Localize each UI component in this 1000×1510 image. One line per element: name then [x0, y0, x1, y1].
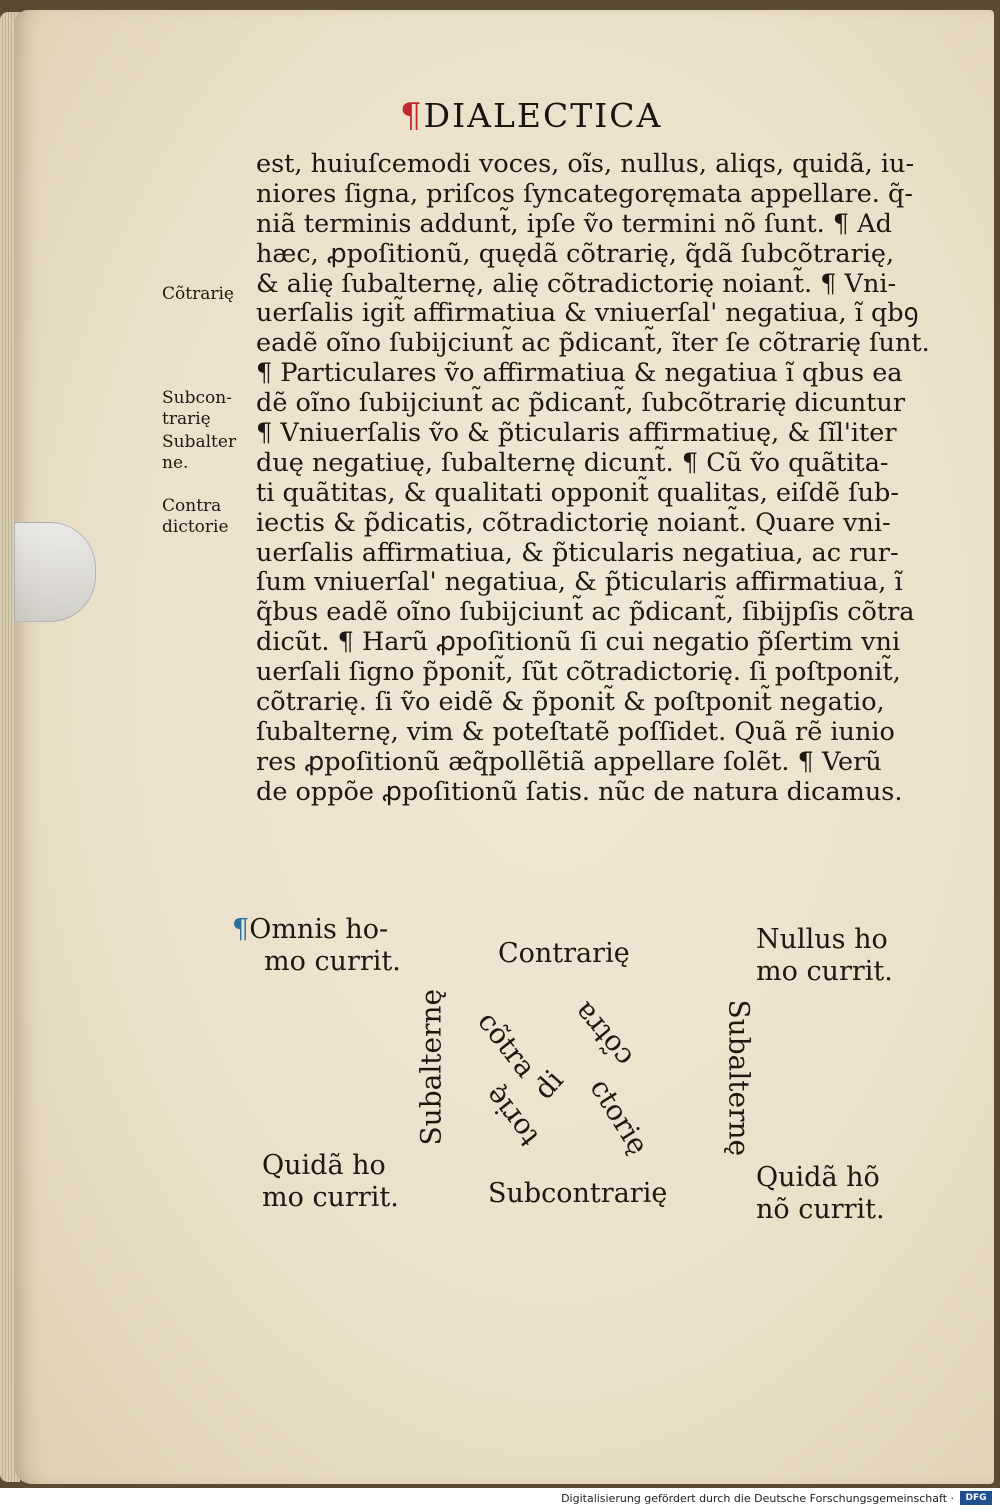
text-line: est, huiuſcemodi voces, oĩs, nullus, aliqs, quidã, iu-	[256, 149, 915, 179]
diagram-left-side	[414, 988, 448, 1146]
text-line: res ꝓpoſitionũ æq̃pollẽtiã appellare ſolẽt. ¶ Verũ	[256, 746, 882, 777]
diagram-top-center-text: Contrarię	[498, 938, 630, 969]
margin-note-subalterne-line-1: Subalter	[162, 432, 237, 452]
dfg-logo-icon: DFG	[960, 1491, 992, 1505]
text-line: de oppõe ꝓpoſitionũ ſatis. nũc de natura dicamus.	[256, 776, 903, 807]
diagram-top-left-line-2: mo currit.	[264, 946, 401, 977]
text-line: uerſalis igit̃ affirmatiua & vniuerſal' negatiua, ĩ qbꝯ	[256, 298, 919, 329]
header-title: DIALECTICA	[423, 96, 663, 135]
margin-note-subcontrarie-line-2: trarię	[162, 409, 211, 429]
margin-note-contradictorie-line-2: dictorie	[162, 517, 229, 537]
margin-note-subalterne-line-2: ne.	[162, 453, 189, 473]
margin-note-contrarie	[162, 284, 234, 305]
diagram-left-side-text: Subalternę	[414, 988, 448, 1146]
text-line: ſum vniuerſal' negatiua, & p̃ticularis affirmatiua, ĩ	[256, 567, 903, 598]
text-line: & alię ſubalternę, alię cõtradictorię noiant̃. ¶ Vni-	[256, 268, 897, 299]
diagram-diag-1c-text: ctorię	[583, 1072, 656, 1161]
text-line: ¶ Particulares ṽo affirmatiua & negatiua ĩ qbus ea	[256, 358, 903, 389]
diagram-top-right-line-2: mo currit.	[756, 956, 893, 987]
diagram-diag-2a-text: cõtra	[566, 995, 640, 1074]
diagram-diag-1a-text: cõtra	[471, 1005, 543, 1084]
margin-note-contradictorie-line-1: Contra	[162, 496, 222, 516]
diagram-top-right	[756, 924, 893, 988]
diagram-top-center	[498, 938, 630, 970]
margin-note-contradictorie	[162, 496, 229, 538]
diagram-right-side-text: Subalternę	[722, 999, 756, 1157]
diagram-bottom-center	[488, 1178, 667, 1210]
diagram-bottom-left-line-2: mo currit.	[262, 1182, 399, 1213]
text-line: ¶ Vniuerſalis ṽo & p̃ticularis affirmatiuę, & ſĩl'iter	[256, 418, 897, 449]
text-line: q̃bus eadẽ oĩno ſubijciunt̃ ac p̃dicant̃, ſibijpſis cõtra	[256, 597, 915, 628]
diagram-bottom-left-line-1: Quidã ho	[262, 1150, 386, 1181]
diagram-top-left	[232, 914, 401, 978]
diagram-bottom-right-line-1: Quidã hõ	[756, 1162, 880, 1193]
text-line: niã terminis addunt̃, ipſe ṽo termini nõ ſunt. ¶ Ad	[256, 208, 892, 239]
text-line: niores ſigna, priſcos ſyncategoręmata appellare. q̃-	[256, 178, 913, 209]
text-line: eadẽ oĩno ſubijciunt̃ ac p̃dicant̃, ĩter ſe cõtrarię ſunt.	[256, 328, 930, 359]
margin-note-subcontrarie-line-1: Subcon-	[162, 388, 232, 408]
text-line: uerſalis affirmatiua, & p̃ticularis negatiua, ac rur-	[256, 537, 899, 568]
diagram-diag-1b-text: di	[527, 1063, 570, 1106]
text-line: cõtrarię. ſi ṽo eidẽ & p̃ponit̃ & poſtponit̃ negatio,	[256, 687, 885, 718]
diagram-top-left-line-1: Omnis ho-	[249, 914, 389, 945]
text-line: uerſali ſigno p̃ponit̃, ſũt cõtradictorię. ſi poſtponit̃,	[256, 657, 901, 688]
margin-note-subalterne	[162, 432, 236, 474]
text-line: hæc, ꝓpoſitionũ, quędã cõtrarię, q̃dã ſubcõtrarię,	[256, 238, 895, 269]
diagram-bottom-left	[262, 1150, 399, 1214]
text-line: duę negatiuę, ſubalternę dicunt̃. ¶ Cũ ṽo quãtita-	[256, 447, 889, 478]
footer	[0, 1488, 1000, 1510]
diagram-bottom-right-line-2: nõ currit.	[756, 1194, 885, 1225]
text-line: iectis & p̃dicatis, cõtradictorię noiant̃. Quare vni-	[256, 507, 891, 538]
footer-credit: Digitalisierung gefördert durch die Deutsche Forschungsgemeinschaft ·	[561, 1492, 954, 1505]
book-clip	[14, 522, 96, 622]
header-pilcrow: ¶	[400, 96, 424, 136]
diagram-bottom-right	[756, 1162, 885, 1226]
body-text	[256, 150, 936, 808]
diagram-bottom-center-text: Subcontrarię	[488, 1178, 668, 1209]
diagram-pilcrow: ¶	[232, 914, 250, 945]
margin-note-contrarie-text: Cõtrarię	[162, 284, 234, 304]
text-line: dẽ oĩno ſubijciunt̃ ac p̃dicant̃, ſubcõtrarię dicuntur	[256, 388, 906, 419]
margin-note-subcontrarie	[162, 388, 232, 430]
text-line: ſubalternę, vim & poteſtatẽ poſſidet. Quã rẽ iunio	[256, 716, 895, 747]
text-line: dicũt. ¶ Harũ ꝓpoſitionũ ſi cui negatio p̃ſertim vni	[256, 627, 901, 658]
diagram-top-right-line-1: Nullus ho	[756, 924, 888, 955]
text-line: ti quãtitas, & qualitati opponit̃ qualitas, eiſdẽ ſub-	[256, 477, 899, 508]
diagram-right-side	[722, 999, 756, 1157]
diagram-diag-2c-text: torię	[477, 1079, 546, 1154]
running-header	[400, 96, 820, 140]
